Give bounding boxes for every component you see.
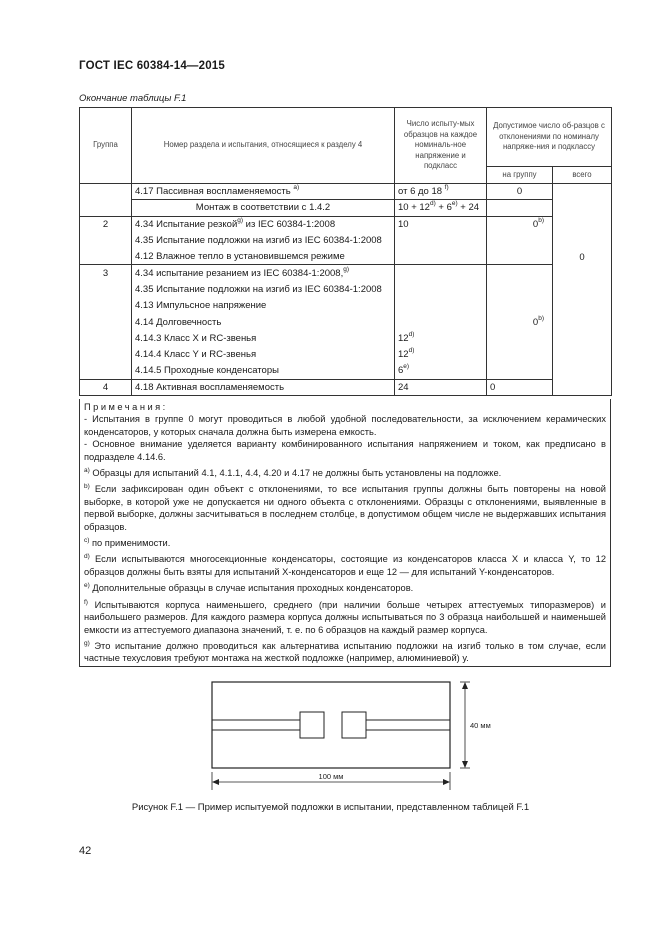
table-row [80, 346, 612, 362]
samples-cell: $10 + 12^{d)} + 6^{e)} + 24$ [395, 200, 487, 216]
footnote: $^{d)}$ Если испытываются многосекционные конденсаторы, состоящие из конденсаторов класса X и класса Y, то 12 образцов должны быть взяты для испытаний X-конденсаторов и еще 12 — для испытаний Y-конденсаторов. [84, 553, 606, 577]
per-group-cell: 0$^{b)}$ [487, 314, 553, 330]
per-group-cell [487, 249, 553, 265]
per-group-cell [487, 281, 553, 297]
height-arrow-bottom [462, 761, 468, 768]
group-cell [80, 184, 132, 200]
group-cell [80, 330, 132, 346]
table-row [80, 379, 612, 395]
table-caption: Окончание таблицы F.1 [79, 93, 187, 104]
height-label: 40 мм [470, 721, 491, 730]
test-table [79, 107, 612, 396]
table-row [80, 249, 612, 265]
width-arrow-left [212, 779, 219, 785]
samples-cell: 10 [395, 216, 487, 232]
footnote: $^{e)}$ Дополнительные образцы в случае испытания проходных конденсаторов. [84, 582, 414, 594]
test-cell: 4.14.5 Проходные конденсаторы [132, 363, 395, 379]
table-row [80, 314, 612, 330]
table-row [80, 232, 612, 248]
table-row [80, 265, 612, 281]
footnote: $^{g)}$ Это испытание должно проводиться как альтернатива испытанию подложки на изгиб только в том случае, если частные техусловия требуют монтажа на жесткой подложке (например, алюминиевой) у. [84, 639, 606, 664]
notes-block [79, 399, 611, 667]
notes-title: Примечания: [84, 402, 168, 412]
footnote: $^{f)}$ Испытываются корпуса наименьшего, среднего (при наличии больше четырех аттестуемых типоразмеров) и наибольшего размеров. Для каждого размера корпуса должны испытываться по 3 образца наибольшей и наименьшей емкости из аттестуемого диапазона значений, т. е. по 6 образцов на каждый размер корпуса. [84, 598, 606, 635]
per-group-cell [487, 346, 553, 362]
test-cell: 4.17 Пассивная воспламеняемость $^{a)}$ [132, 184, 395, 200]
width-arrow-right [443, 779, 450, 785]
test-cell: Монтаж в соответствии с 1.4.2 [132, 200, 395, 216]
samples-cell [395, 281, 487, 297]
height-arrow-top [462, 682, 468, 689]
samples-cell [395, 249, 487, 265]
test-cell: 4.18 Активная воспламеняемость [132, 379, 395, 395]
substrate-figure [206, 678, 496, 798]
samples-cell [395, 265, 487, 281]
header-section: Номер раздела и испытания, относящиеся к разделу 4 [132, 108, 395, 184]
samples-cell [395, 232, 487, 248]
test-cell: 4.34 испытание резанием из IEC 60384-1:2008,$^{g)}$ [132, 265, 395, 281]
samples-cell: 24 [395, 379, 487, 395]
per-group-cell [487, 232, 553, 248]
group-cell [80, 346, 132, 362]
total-cell: 0 [553, 184, 612, 396]
per-group-cell: 0$^{b)}$ [487, 216, 553, 232]
footnote: $^{b)}$ Если зафиксирован один объект с отклонениями, то все испытания группы должны быть повторены на новой выборке, в которой уже не допускается ни одного объекта с отклонениями. Образцы с отклонениями, выявленные в первой выборке, должны засчитываться в последнем столбце, в допустимом общем числе не выдержавших испытания образцов. [84, 483, 606, 532]
header-samples: Число испыту-мых образцов на каждое номиналь-ное напряжение и подкласс [395, 108, 487, 184]
table-row [80, 184, 612, 200]
per-group-cell [487, 363, 553, 379]
test-cell: 4.12 Влажное тепло в установившемся режиме [132, 249, 395, 265]
table-row [80, 281, 612, 297]
table-row [80, 330, 612, 346]
document-header: ГОСТ IEC 60384-14—2015 [79, 60, 225, 72]
samples-cell [395, 314, 487, 330]
test-cell: 4.35 Испытание подложки на изгиб из IEC 60384-1:2008 [132, 232, 395, 248]
right-pad [342, 712, 366, 738]
samples-cell: от 6 до 18 $^{f)}$ [395, 184, 487, 200]
group-cell [80, 200, 132, 216]
table-row [80, 298, 612, 314]
left-pad [300, 712, 324, 738]
samples-cell: 6$^{e)}$ [395, 363, 487, 379]
test-cell: 4.34 Испытание резкой$^{g)}$ из IEC 60384-1:2008 [132, 216, 395, 232]
substrate-outline [212, 682, 450, 768]
per-group-cell [487, 330, 553, 346]
page-number: 42 [79, 845, 92, 857]
group-cell: 2 [80, 216, 132, 232]
group-cell: 4 [80, 379, 132, 395]
samples-cell: 12$^{d)}$ [395, 330, 487, 346]
footnote: $^{c)}$ по применимости. [84, 537, 171, 549]
samples-cell: 12$^{d)}$ [395, 346, 487, 362]
table-row [80, 200, 612, 216]
test-cell: 4.14.3 Класс X и RC-звенья [132, 330, 395, 346]
header-allowed: Допустимое число об-разцов с отклонениями по номиналу напряже-ния и подклассу [487, 108, 612, 167]
width-label: 100 мм [318, 772, 344, 781]
header-per-group: на группу [487, 167, 553, 184]
group-cell [80, 281, 132, 297]
table-row [80, 216, 612, 232]
test-cell: 4.14.4 Класс Y и RC-звенья [132, 346, 395, 362]
figure-caption: Рисунок F.1 — Пример испытуемой подложки в испытании, представленном таблицей F.1 [131, 802, 530, 813]
group-cell [80, 249, 132, 265]
samples-cell [395, 298, 487, 314]
group-cell: 3 [80, 265, 132, 281]
group-cell [80, 314, 132, 330]
per-group-cell [487, 298, 553, 314]
header-total: всего [553, 167, 612, 184]
group-cell [80, 363, 132, 379]
per-group-cell [487, 200, 553, 216]
test-cell: 4.14 Долговечность [132, 314, 395, 330]
header-group: Группа [80, 108, 132, 184]
group-cell [80, 298, 132, 314]
table-row [80, 363, 612, 379]
per-group-cell: 0 [487, 184, 553, 200]
group-cell [80, 232, 132, 248]
test-cell: 4.35 Испытание подложки на изгиб из IEC 60384-1:2008 [132, 281, 395, 297]
note-item: - Основное внимание уделяется варианту комбинированного испытания напряжением и током, как предписано в подразделе 4.14.6. [84, 439, 606, 462]
per-group-cell [487, 265, 553, 281]
test-cell: 4.13 Импульсное напряжение [132, 298, 395, 314]
per-group-cell: 0 [487, 379, 553, 395]
footnote: $^{a)}$ Образцы для испытаний 4.1, 4.1.1, 4.4, 4.20 и 4.17 не должны быть установлены на подложке. [84, 467, 502, 479]
note-item: - Испытания в группе 0 могут проводиться в любой удобной последовательности, за исключением керамических конденсаторов, у которых сначала должна быть измерена емкость. [84, 414, 606, 437]
